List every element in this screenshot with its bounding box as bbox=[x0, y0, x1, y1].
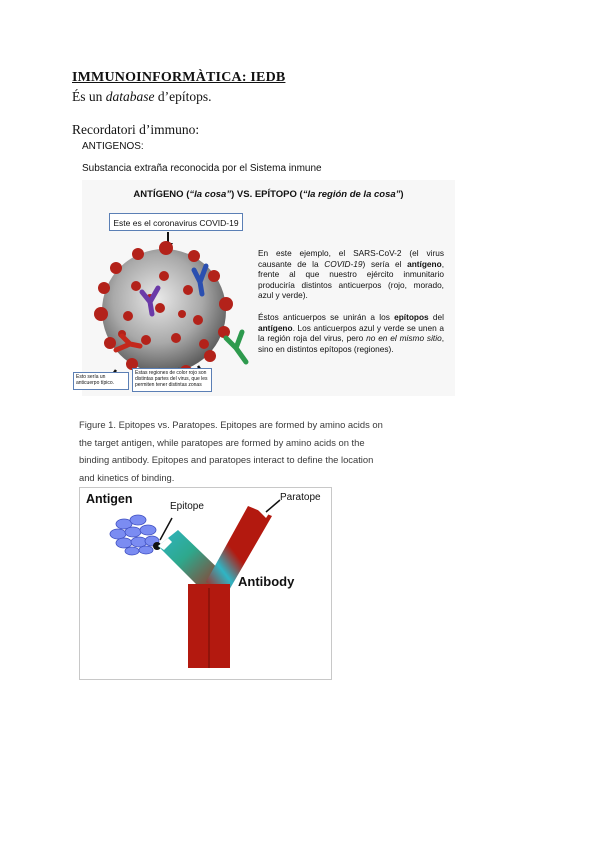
virus-callout: Este es el coronavirus COVID-19 bbox=[109, 213, 243, 231]
epitope-label: Epitope bbox=[170, 501, 204, 512]
antibody-label: Antibody bbox=[238, 574, 295, 589]
paratope-label: Paratope bbox=[280, 492, 321, 503]
document-heading: IMMUNOINFORMÀTICA: IEDB bbox=[72, 70, 286, 85]
antibody-callout: Esto sería un anticuerpo típico. bbox=[73, 372, 129, 390]
antigen-definition: Substancia extraña reconocida por el Sistema inmune bbox=[82, 163, 322, 174]
slide-paragraph-2: Éstos anticuerpos se unirán a los epítopos del antígeno. Los anticuerpos azul y verde se unen a la región roja del virus, pero no en el mismo sitio, sino en distintos epítopos (regiones). bbox=[258, 312, 444, 354]
region-callout: Estas regiones de color rojo son distintas partes del virus, que les permiten tener distintas zonas bbox=[132, 368, 212, 392]
intro-line: És un database d’epítops. bbox=[72, 89, 212, 104]
reminder-line: Recordatori d’immuno: bbox=[72, 122, 200, 137]
slide-title: ANTÍGENO (“la cosa”) VS. EPÍTOPO (“la región de la cosa”) bbox=[133, 189, 404, 200]
antigen-cluster bbox=[110, 515, 159, 555]
figure-caption: Figure 1. Epitopes vs. Paratopes. Epitopes are formed by amino acids on the target antigen, while paratopes are formed by amino acids on the binding antibody. Epitopes and paratopes interact to define the location and kinetics of binding. bbox=[79, 419, 383, 483]
antigen-label: ANTIGENOS: bbox=[82, 141, 144, 152]
antibody-figure bbox=[79, 487, 332, 680]
antigen-epitope-slide bbox=[76, 180, 455, 396]
antigen-label: Antigen bbox=[86, 492, 133, 506]
slide-paragraph-1: En este ejemplo, el SARS-CoV-2 (el virus causante de la COVID-19) sería el antígeno, frente al que nuestro ejército inmunitario produciría distintos anticuerpos (rojo, morado, azul y verde). bbox=[258, 248, 444, 301]
